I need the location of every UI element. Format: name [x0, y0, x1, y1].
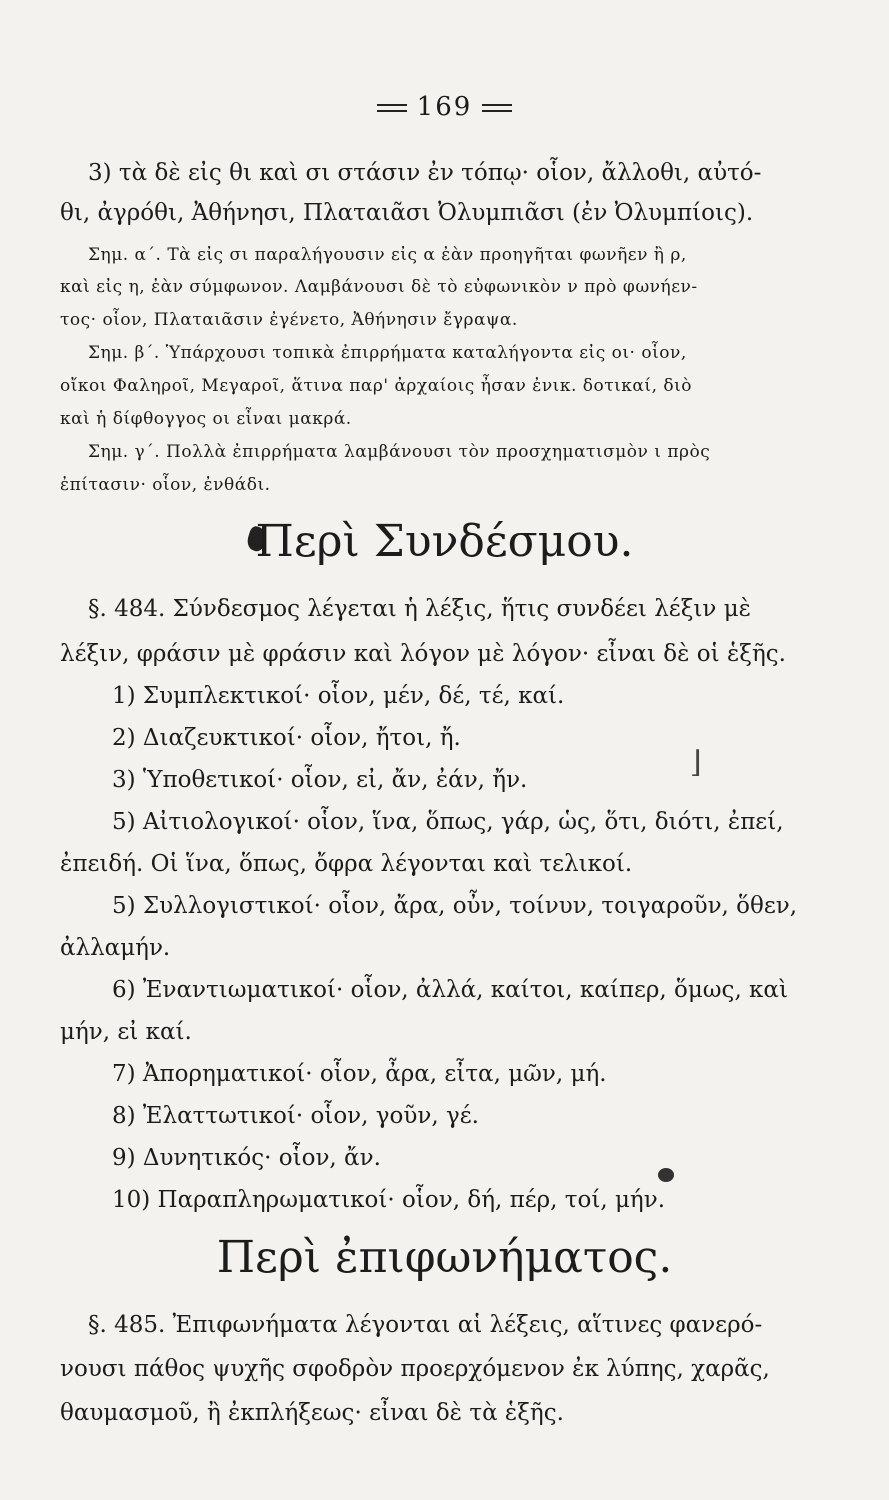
list-item: 5) Συλλογιστικοί· οἷον, ἄρα, οὖν, τοίνυν, τοιγαροῦν, ὅθεν, — [112, 893, 798, 919]
left-ornament-rule — [377, 104, 407, 112]
note-line: τος· οἷον, Πλαταιᾶσιν ἐγένετο, Ἀθήνησιν ἔγραψα. — [60, 310, 518, 330]
text-line: 3) τὰ δὲ εἰς θι καὶ σι στάσιν ἐν τόπῳ· οἷον, ἄλλοθι, αὐτό- — [88, 160, 762, 186]
ink-blot — [658, 1168, 674, 1182]
list-item: 3) Ὑποθετικοί· οἷον, εἰ, ἄν, ἐάν, ἤν. — [112, 767, 528, 793]
page-number-header — [0, 92, 889, 122]
list-item: 1) Συμπλεκτικοί· οἷον, μέν, δέ, τέ, καί. — [112, 683, 565, 709]
list-item: 6) Ἐναντιωματικοί· οἷον, ἀλλά, καίτοι, καίπερ, ὅμως, καὶ — [112, 977, 788, 1003]
text-line: θαυμασμοῦ, ἢ ἐκπλήξεως· εἶναι δὲ τὰ ἑξῆς. — [60, 1400, 564, 1426]
list-item: 7) Ἀπορηματικοί· οἷον, ἆρα, εἶτα, μῶν, μή. — [112, 1061, 607, 1087]
margin-mark: ⌋ — [690, 745, 702, 780]
list-item: ἐπειδή. Οἱ ἵνα, ὅπως, ὄφρα λέγονται καὶ τελικοί. — [60, 851, 633, 877]
section-heading: Περὶ Συνδέσμου. — [255, 516, 634, 567]
text-line: §. 484. Σύνδεσμος λέγεται ἡ λέξις, ἥτις συνδέει λέξιν μὲ — [88, 596, 751, 622]
note-line: Σημ. β΄. Ὑπάρχουσι τοπικὰ ἐπιρρήματα καταλήγοντα εἰς οι· οἷον, — [88, 343, 687, 363]
list-item: 8) Ἐλαττωτικοί· οἷον, γοῦν, γέ. — [112, 1103, 479, 1129]
list-item: 9) Δυνητικός· οἷον, ἄν. — [112, 1145, 381, 1171]
text-line: §. 485. Ἐπιφωνήματα λέγονται αἱ λέξεις, αἵτινες φανερό- — [88, 1312, 763, 1338]
note-line: οἴκοι Φαληροῖ, Μεγαροῖ, ἅτινα παρ' ἀρχαίοις ἦσαν ἐνικ. δοτικαί, διὸ — [60, 376, 693, 396]
text-line: νουσι πάθος ψυχῆς σφοδρὸν προερχόμενον ἐκ λύπης, χαρᾶς, — [60, 1356, 770, 1382]
note-line: ἐπίτασιν· οἷον, ἐνθάδι. — [60, 475, 271, 495]
text-line: λέξιν, φράσιν μὲ φράσιν καὶ λόγον μὲ λόγον· εἶναι δὲ οἱ ἑξῆς. — [60, 641, 786, 667]
note-line: Σημ. γ΄. Πολλὰ ἐπιρρήματα λαμβάνουσι τὸν προσχηματισμὸν ι πρὸς — [88, 442, 711, 462]
right-ornament-rule — [482, 104, 512, 112]
page-number: 169 — [416, 92, 473, 122]
section-heading: Περὶ ἐπιφωνήματος. — [216, 1232, 673, 1283]
list-item: ἀλλαμήν. — [60, 935, 171, 961]
text-line: θι, ἀγρόθι, Ἀθήνησι, Πλαταιᾶσι Ὀλυμπιᾶσι (ἐν Ὀλυμπίοις). — [60, 200, 754, 226]
list-item: 2) Διαζευκτικοί· οἷον, ἤτοι, ἤ. — [112, 725, 461, 751]
list-item: 10) Παραπληρωματικοί· οἷον, δή, πέρ, τοί, μήν. — [112, 1187, 665, 1213]
note-line: καὶ ἡ δίφθογγος οι εἶναι μακρά. — [60, 409, 352, 429]
note-line: Σημ. α΄. Τὰ εἰς σι παραλήγουσιν εἰς α ἐὰν προηγῆται φωνῆεν ἢ ρ, — [88, 245, 687, 265]
note-line: καὶ εἰς η, ἐὰν σύμφωνον. Λαμβάνουσι δὲ τὸ εὐφωνικὸν ν πρὸ φωνήεν- — [60, 277, 698, 297]
list-item: μήν, εἰ καί. — [60, 1019, 192, 1045]
list-item: 5) Αἰτιολογικοί· οἷον, ἵνα, ὅπως, γάρ, ὡς, ὅτι, διότι, ἐπεί, — [112, 809, 784, 835]
